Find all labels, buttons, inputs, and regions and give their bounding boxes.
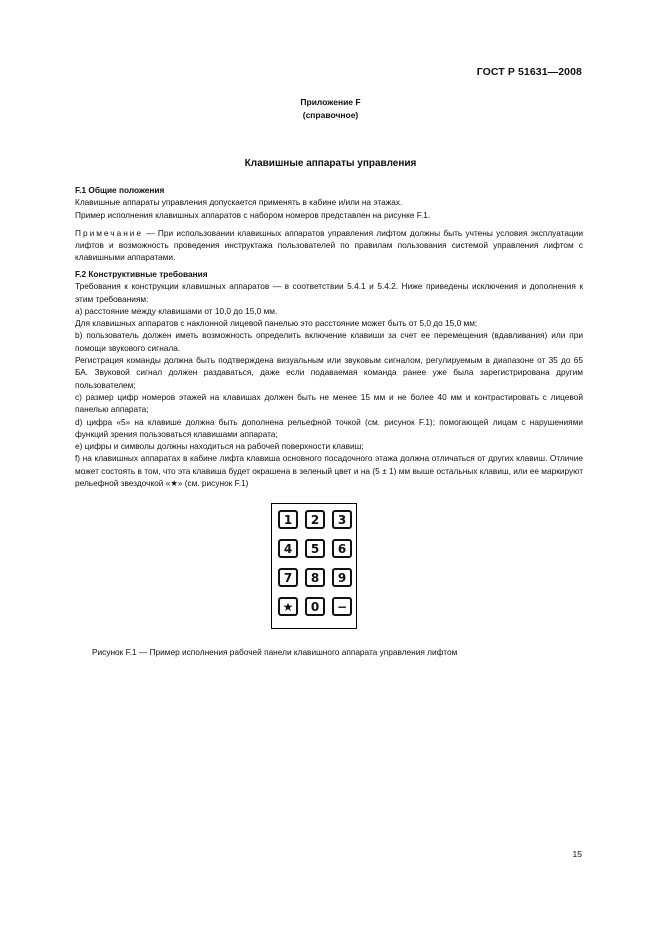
section-2-paragraph: Регистрация команды должна быть подтверждена визуальным или звуковым сигналом, регулируемым в диапазоне от 35 до 65 БА. Звуковой сигнал должен раздаваться, даже если подаваемая команда ранее уже была зарегистрирована другим пользователем; bbox=[75, 355, 583, 390]
key-6: 6 bbox=[332, 539, 352, 558]
note bbox=[75, 227, 583, 264]
section-2-paragraph: Для клавишных аппаратов с наклонной лицевой панелью это расстояние может быть от 5,0 до 15,0 мм; bbox=[75, 318, 478, 329]
page-title: Клавишные аппараты управления bbox=[244, 158, 417, 169]
key-1: 1 bbox=[278, 510, 298, 529]
standard-number: ГОСТ Р 51631—2008 bbox=[476, 66, 582, 78]
section-2-heading: F.2 Конструктивные требования bbox=[75, 269, 208, 279]
key-star: ★ bbox=[278, 597, 298, 616]
key-0: 0 bbox=[305, 597, 325, 616]
key-4: 4 bbox=[278, 539, 298, 558]
note-text: — При использовании клавишных аппаратов управления лифтом должны быть учтены условия эксплуатации лифтов и возможность проведения инструктажа пользователей по правилам пользования системой управления лифтом с клавишными аппаратами. bbox=[75, 227, 583, 263]
section-2 bbox=[75, 268, 583, 489]
key-3: 3 bbox=[332, 510, 352, 529]
section-2-paragraph: b) пользователь должен иметь возможность определить включение клавиши за счет ее перемещения (вдавливания) или при помощи звукового сигнала. bbox=[75, 330, 583, 353]
section-1-heading: F.1 Общие положения bbox=[75, 185, 165, 195]
key-minus: − bbox=[332, 597, 352, 616]
section-2-paragraph: f) на клавишных аппаратах в кабине лифта клавиша основного посадочного этажа должна отличаться от других клавиш. Отличие может состоять в том, что эта клавиша будет окрашена в зеленый цвет и на (5 ± 1) мм выше остальных клавиш, или ее маркируют рельефной звездочкой «★» (см. рисунок F.1) bbox=[75, 453, 583, 489]
section-2-paragraph: е) цифры и символы должны находиться на рабочей поверхности клавиш; bbox=[75, 441, 364, 452]
section-2-paragraph: а) расстояние между клавишами от 10,0 до 15,0 мм. bbox=[75, 305, 278, 316]
section-2-paragraph: Требования к конструкции клавишных аппаратов — в соответствии 5.4.1 и 5.4.2. Ниже приведены исключения и дополнения к этим требованиям: bbox=[75, 281, 583, 304]
section-1-paragraph: Клавишные аппараты управления допускается применять в кабине и/или на этажах. bbox=[75, 197, 403, 208]
appendix-label: Приложение F bbox=[300, 97, 361, 107]
section-2-paragraph: с) размер цифр номеров этажей на клавишах должен быть не менее 15 мм и не более 40 мм и контрастировать с лицевой панелью аппарата; bbox=[75, 391, 583, 415]
section-1-paragraph: Пример исполнения клавишных аппаратов с набором номеров представлен на рисунке F.1. bbox=[75, 209, 431, 220]
section-1 bbox=[75, 184, 583, 264]
keypad-figure bbox=[271, 503, 357, 629]
key-9: 9 bbox=[332, 568, 352, 587]
section-2-paragraph: d) цифра «5» на клавише должна быть дополнена рельефной точкой (см. рисунок F.1); помогающей лицам с нарушениями функций зрения пользоваться клавишами аппарата; bbox=[75, 416, 583, 439]
note-label: Примечание bbox=[75, 227, 144, 238]
page-number: 15 bbox=[572, 849, 582, 859]
appendix-type: (справочное) bbox=[302, 110, 359, 120]
key-5: 5 bbox=[305, 539, 325, 558]
key-2: 2 bbox=[305, 510, 325, 529]
key-7: 7 bbox=[278, 568, 298, 587]
key-8: 8 bbox=[305, 568, 325, 587]
figure-caption: Рисунок F.1 — Пример исполнения рабочей панели клавишного аппарата управления лифтом bbox=[92, 647, 458, 657]
